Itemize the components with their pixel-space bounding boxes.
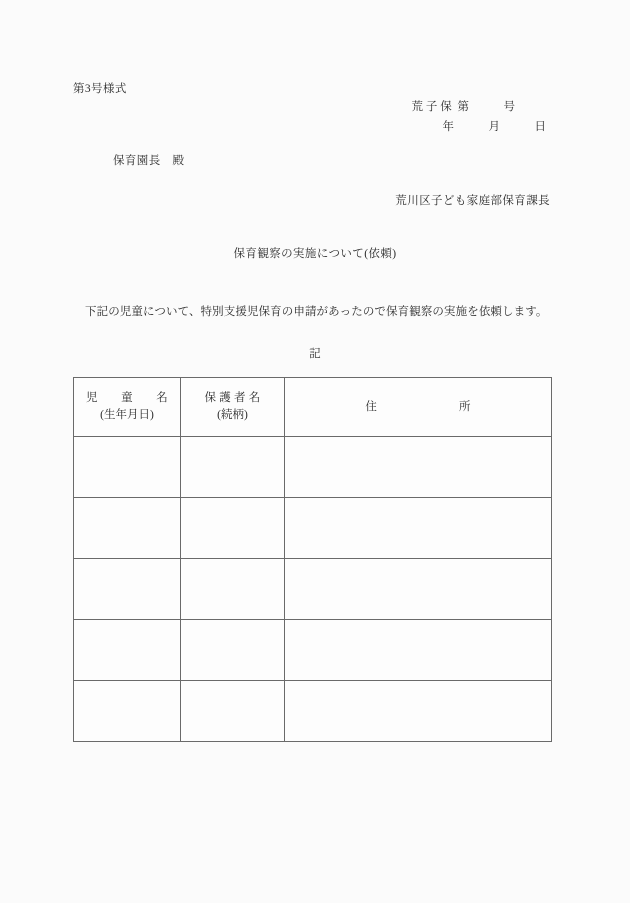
cell-address[interactable]	[285, 620, 552, 681]
cell-child-name[interactable]	[74, 437, 181, 498]
column-header-address	[285, 378, 552, 437]
table-row	[74, 681, 552, 742]
document-date-line: 年 月 日	[442, 121, 546, 133]
child-entry-table	[73, 377, 552, 742]
column-header-guardian-name-sub: (続柄)	[217, 409, 248, 421]
column-header-child-name-sub: (生年月日)	[100, 409, 154, 421]
sender-line: 荒川区子ども家庭部保育課長	[395, 195, 550, 207]
table-row	[74, 437, 552, 498]
cell-address[interactable]	[285, 681, 552, 742]
table-row	[74, 498, 552, 559]
document-meta-block	[412, 97, 547, 137]
cell-child-name[interactable]	[74, 559, 181, 620]
cell-child-name[interactable]	[74, 498, 181, 559]
table-row	[74, 559, 552, 620]
table-body	[74, 437, 552, 742]
cell-guardian-name[interactable]	[181, 681, 285, 742]
cell-guardian-name[interactable]	[181, 437, 285, 498]
cell-address[interactable]	[285, 559, 552, 620]
body-paragraph: 下記の児童について、特別支援児保育の申請があったので保育観察の実施を依頼します。	[85, 306, 548, 318]
column-header-guardian-name	[181, 378, 285, 437]
cell-guardian-name[interactable]	[181, 620, 285, 681]
cell-child-name[interactable]	[74, 620, 181, 681]
column-header-guardian-name-main: 保 護 者 名	[204, 392, 261, 404]
table-row	[74, 620, 552, 681]
column-header-child-name	[74, 378, 181, 437]
cell-child-name[interactable]	[74, 681, 181, 742]
cell-address[interactable]	[285, 498, 552, 559]
form-code-label: 第3号様式	[73, 83, 127, 95]
table-header-row	[74, 378, 552, 437]
cell-address[interactable]	[285, 437, 552, 498]
column-header-child-name-main: 児 童 名	[86, 392, 168, 404]
column-header-address-main: 住 所	[365, 400, 471, 413]
ki-marker: 記	[309, 348, 321, 360]
cell-guardian-name[interactable]	[181, 498, 285, 559]
addressee-line: 保育園長 殿	[113, 155, 185, 167]
page-title: 保育観察の実施について(依頼)	[233, 248, 397, 260]
document-number-line: 荒 子 保 第 号	[411, 101, 515, 113]
cell-guardian-name[interactable]	[181, 559, 285, 620]
